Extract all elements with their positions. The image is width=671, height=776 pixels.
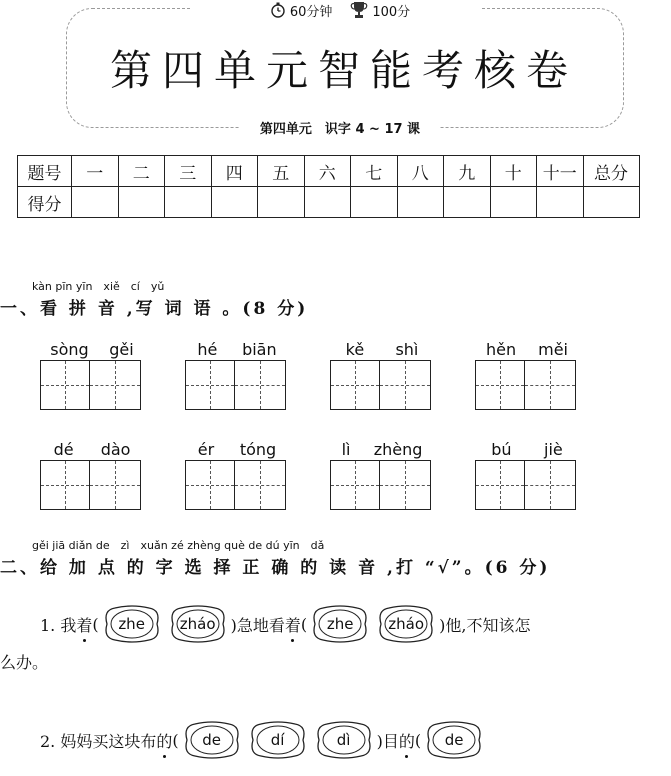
- col-header: 十一: [537, 156, 584, 187]
- score-cell[interactable]: [165, 187, 212, 218]
- score-cell[interactable]: [444, 187, 491, 218]
- time-text: 60分钟: [289, 4, 333, 20]
- q2-dotted-char-1: 的: [156, 729, 172, 752]
- writing-grid[interactable]: [525, 460, 576, 510]
- score-cell[interactable]: [118, 187, 165, 218]
- section1-title: 一、看 拼 音 ,写 词 语 。(8 分): [0, 299, 309, 319]
- score-cell[interactable]: [72, 187, 119, 218]
- score-cell[interactable]: [304, 187, 351, 218]
- section2-pinyin: gěi jiā diǎn de zì xuǎn zé zhèng què de dú yīn dǎ: [32, 539, 325, 552]
- writing-grid[interactable]: [235, 460, 286, 510]
- full-score: [350, 1, 410, 20]
- question-2: [40, 720, 487, 760]
- col-header: 六: [304, 156, 351, 187]
- word-pinyin: dé: [53, 440, 74, 459]
- score-cell[interactable]: [211, 187, 258, 218]
- q1-continuation: 么办。: [0, 653, 49, 672]
- time-limit: [270, 1, 333, 20]
- col-header: 三: [165, 156, 212, 187]
- paren-open: (: [300, 614, 308, 634]
- writing-grid[interactable]: [90, 360, 141, 410]
- section1-pinyin: kàn pīn yīn xiě cí yǔ: [32, 280, 165, 293]
- writing-grid[interactable]: [40, 460, 90, 510]
- word-pinyin: lì: [341, 440, 351, 459]
- col-header: 五: [258, 156, 305, 187]
- word-pinyin: tóng: [239, 440, 277, 459]
- score-row: [18, 187, 640, 218]
- word-pinyin: dào: [100, 440, 131, 459]
- word-pinyin: hé: [197, 340, 218, 359]
- writing-grid[interactable]: [40, 360, 90, 410]
- writing-grid[interactable]: [525, 360, 576, 410]
- pinyin-option[interactable]: zhe: [101, 604, 163, 644]
- score-cell-total[interactable]: [583, 187, 639, 218]
- q1-middle: )急地看: [230, 615, 285, 635]
- writing-grid[interactable]: [90, 460, 141, 510]
- pinyin-option[interactable]: zhe: [309, 604, 371, 644]
- word-pinyin: gěi: [109, 340, 134, 359]
- word-pinyin: hěn: [486, 340, 517, 359]
- word-pinyin: shì: [395, 340, 419, 359]
- q2-dotted-char-2: 的: [399, 729, 415, 752]
- score-cell[interactable]: [490, 187, 537, 218]
- writing-grid[interactable]: [185, 460, 235, 510]
- q2-middle: )目: [376, 731, 399, 751]
- col-header: 九: [444, 156, 491, 187]
- word-pinyin: biān: [242, 340, 277, 359]
- pinyin-option[interactable]: zháo: [375, 604, 437, 644]
- word-pinyin: ér: [197, 440, 215, 459]
- stopwatch-icon: [270, 2, 286, 18]
- paren-open: (: [414, 730, 422, 750]
- word-pinyin: kě: [345, 340, 365, 359]
- word-pinyin: sòng: [50, 340, 89, 359]
- page-subtitle: 第四单元 识字 4 ~ 17 课: [259, 122, 421, 137]
- col-header: 一: [72, 156, 119, 187]
- pinyin-option[interactable]: de: [423, 720, 485, 760]
- word-pinyin: zhèng: [373, 440, 423, 459]
- word-pinyin: jiè: [544, 440, 563, 459]
- score-cell[interactable]: [258, 187, 305, 218]
- score-text: 100分: [372, 4, 411, 20]
- writing-grid[interactable]: [380, 360, 431, 410]
- row-label-question: 题号: [18, 156, 72, 187]
- row-label-score: 得分: [18, 187, 72, 218]
- q1-suffix: )他,不知该怎: [439, 615, 531, 635]
- q1-dotted-char-2: 着: [285, 613, 301, 636]
- word-pinyin: měi: [538, 340, 568, 359]
- word-pinyin: bú: [491, 440, 512, 459]
- writing-grid[interactable]: [475, 460, 525, 510]
- pinyin-option[interactable]: zháo: [167, 604, 229, 644]
- writing-grid[interactable]: [330, 360, 380, 410]
- writing-grid[interactable]: [185, 360, 235, 410]
- question-1: [40, 604, 530, 644]
- writing-grid[interactable]: [380, 460, 431, 510]
- score-table: [17, 155, 640, 218]
- writing-grid[interactable]: [330, 460, 380, 510]
- q1-prefix: 1. 我: [40, 615, 77, 635]
- q2-prefix: 2. 妈妈买这块布: [40, 731, 157, 751]
- col-header: 八: [397, 156, 444, 187]
- pinyin-option[interactable]: dí: [247, 720, 309, 760]
- col-header-total: 总分: [583, 156, 639, 187]
- pinyin-option[interactable]: dì: [313, 720, 375, 760]
- question-number-row: [18, 156, 640, 187]
- col-header: 七: [351, 156, 398, 187]
- exam-meta: [200, 0, 480, 20]
- score-cell[interactable]: [537, 187, 584, 218]
- trophy-icon: [350, 1, 368, 19]
- section2-title: 二、给 加 点 的 字 选 择 正 确 的 读 音 ,打 “√”。(6 分): [0, 558, 551, 578]
- paren-open: (: [92, 614, 99, 634]
- pinyin-option[interactable]: de: [181, 720, 243, 760]
- score-cell[interactable]: [351, 187, 398, 218]
- col-header: 十: [490, 156, 537, 187]
- paren-open: (: [172, 730, 179, 750]
- page-title: 第四单元智能考核卷: [109, 46, 578, 95]
- col-header: 四: [211, 156, 258, 187]
- q1-dotted-char-1: 着: [76, 613, 92, 636]
- score-cell[interactable]: [397, 187, 444, 218]
- writing-grid[interactable]: [475, 360, 525, 410]
- col-header: 二: [118, 156, 165, 187]
- writing-grid[interactable]: [235, 360, 286, 410]
